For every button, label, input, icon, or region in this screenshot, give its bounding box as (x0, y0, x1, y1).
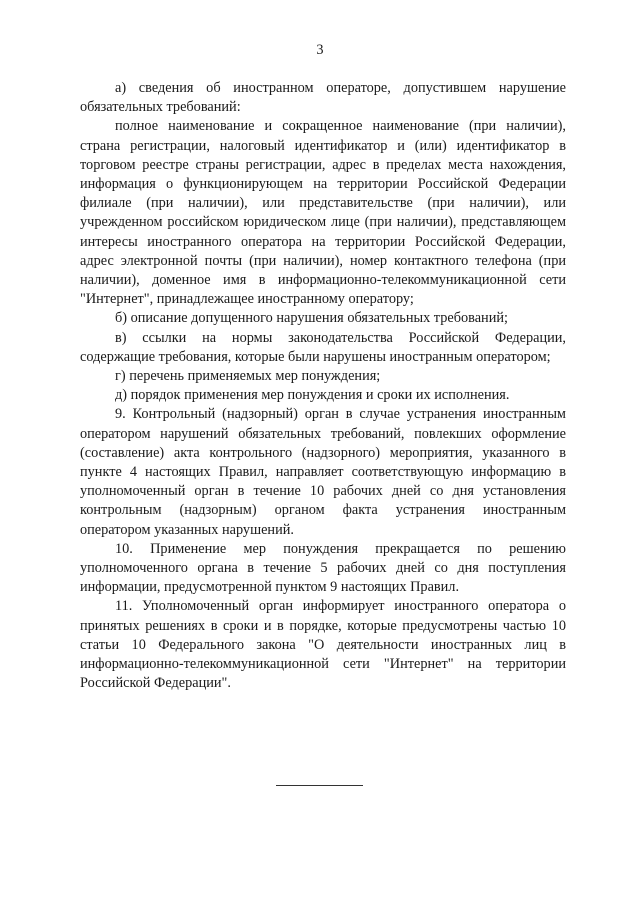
paragraph-v: в) ссылки на нормы законодательства Российской Федерации, содержащие требования, которые были нарушены иностранным оператором; (80, 329, 566, 365)
paragraph-10: 10. Применение мер понуждения прекращается по решению уполномоченного органа в течение 5 рабочих дней со дня поступления информации, предусмотренной пунктом 9 настоящих Правил. (80, 540, 566, 596)
paragraph-g: г) перечень применяемых мер понуждения; (115, 368, 381, 385)
paragraph-11: 11. Уполномоченный орган информирует иностранного оператора о принятых решениях в сроки и в порядке, которые предусмотрены частью 10 статьи 10 Федерального закона "О деятельности иностранных лиц в информационно-телекоммуникационной сети "Интернет" на территории Российской Федерации". (80, 598, 566, 692)
end-divider (276, 785, 363, 786)
paragraph-a-details: полное наименование и сокращенное наименование (при наличии), страна регистрации, налоговый идентификатор и (или) идентификатор в торговом реестре страны регистрации, адрес в пределах места нахождения, информация о функционирующем на территории Российской Федерации филиале (при наличии), или представительстве (при наличии), или учрежденном российском юридическом лице (при наличии), представляющем интересы иностранного оператора на территории Российской Федерации, адрес электронной почты (при наличии), номер контактного телефона (при наличии), доменное имя в информационно-телекоммуникационной сети "Интернет", принадлежащее иностранному оператору; (80, 118, 566, 308)
paragraph-b: б) описание допущенного нарушения обязательных требований; (115, 310, 508, 327)
paragraph-a: а) сведения об иностранном операторе, допустившем нарушение обязательных требований: (80, 80, 566, 116)
paragraph-9: 9. Контрольный (надзорный) орган в случае устранения иностранным оператором нарушений обязательных требований, повлекших оформление (составление) акта контрольного (надзорного) мероприятия, указанного в пункте 4 настоящих Правил, направляет соответствующую информацию в уполномоченный орган в течение 10 рабочих дней со дня установления контрольным (надзорным) органом факта устранения иностранным оператором указанных нарушений. (80, 406, 566, 538)
document-body (80, 79, 566, 694)
page-number: 3 (316, 42, 324, 58)
paragraph-d: д) порядок применения мер понуждения и сроки их исполнения. (115, 387, 510, 404)
